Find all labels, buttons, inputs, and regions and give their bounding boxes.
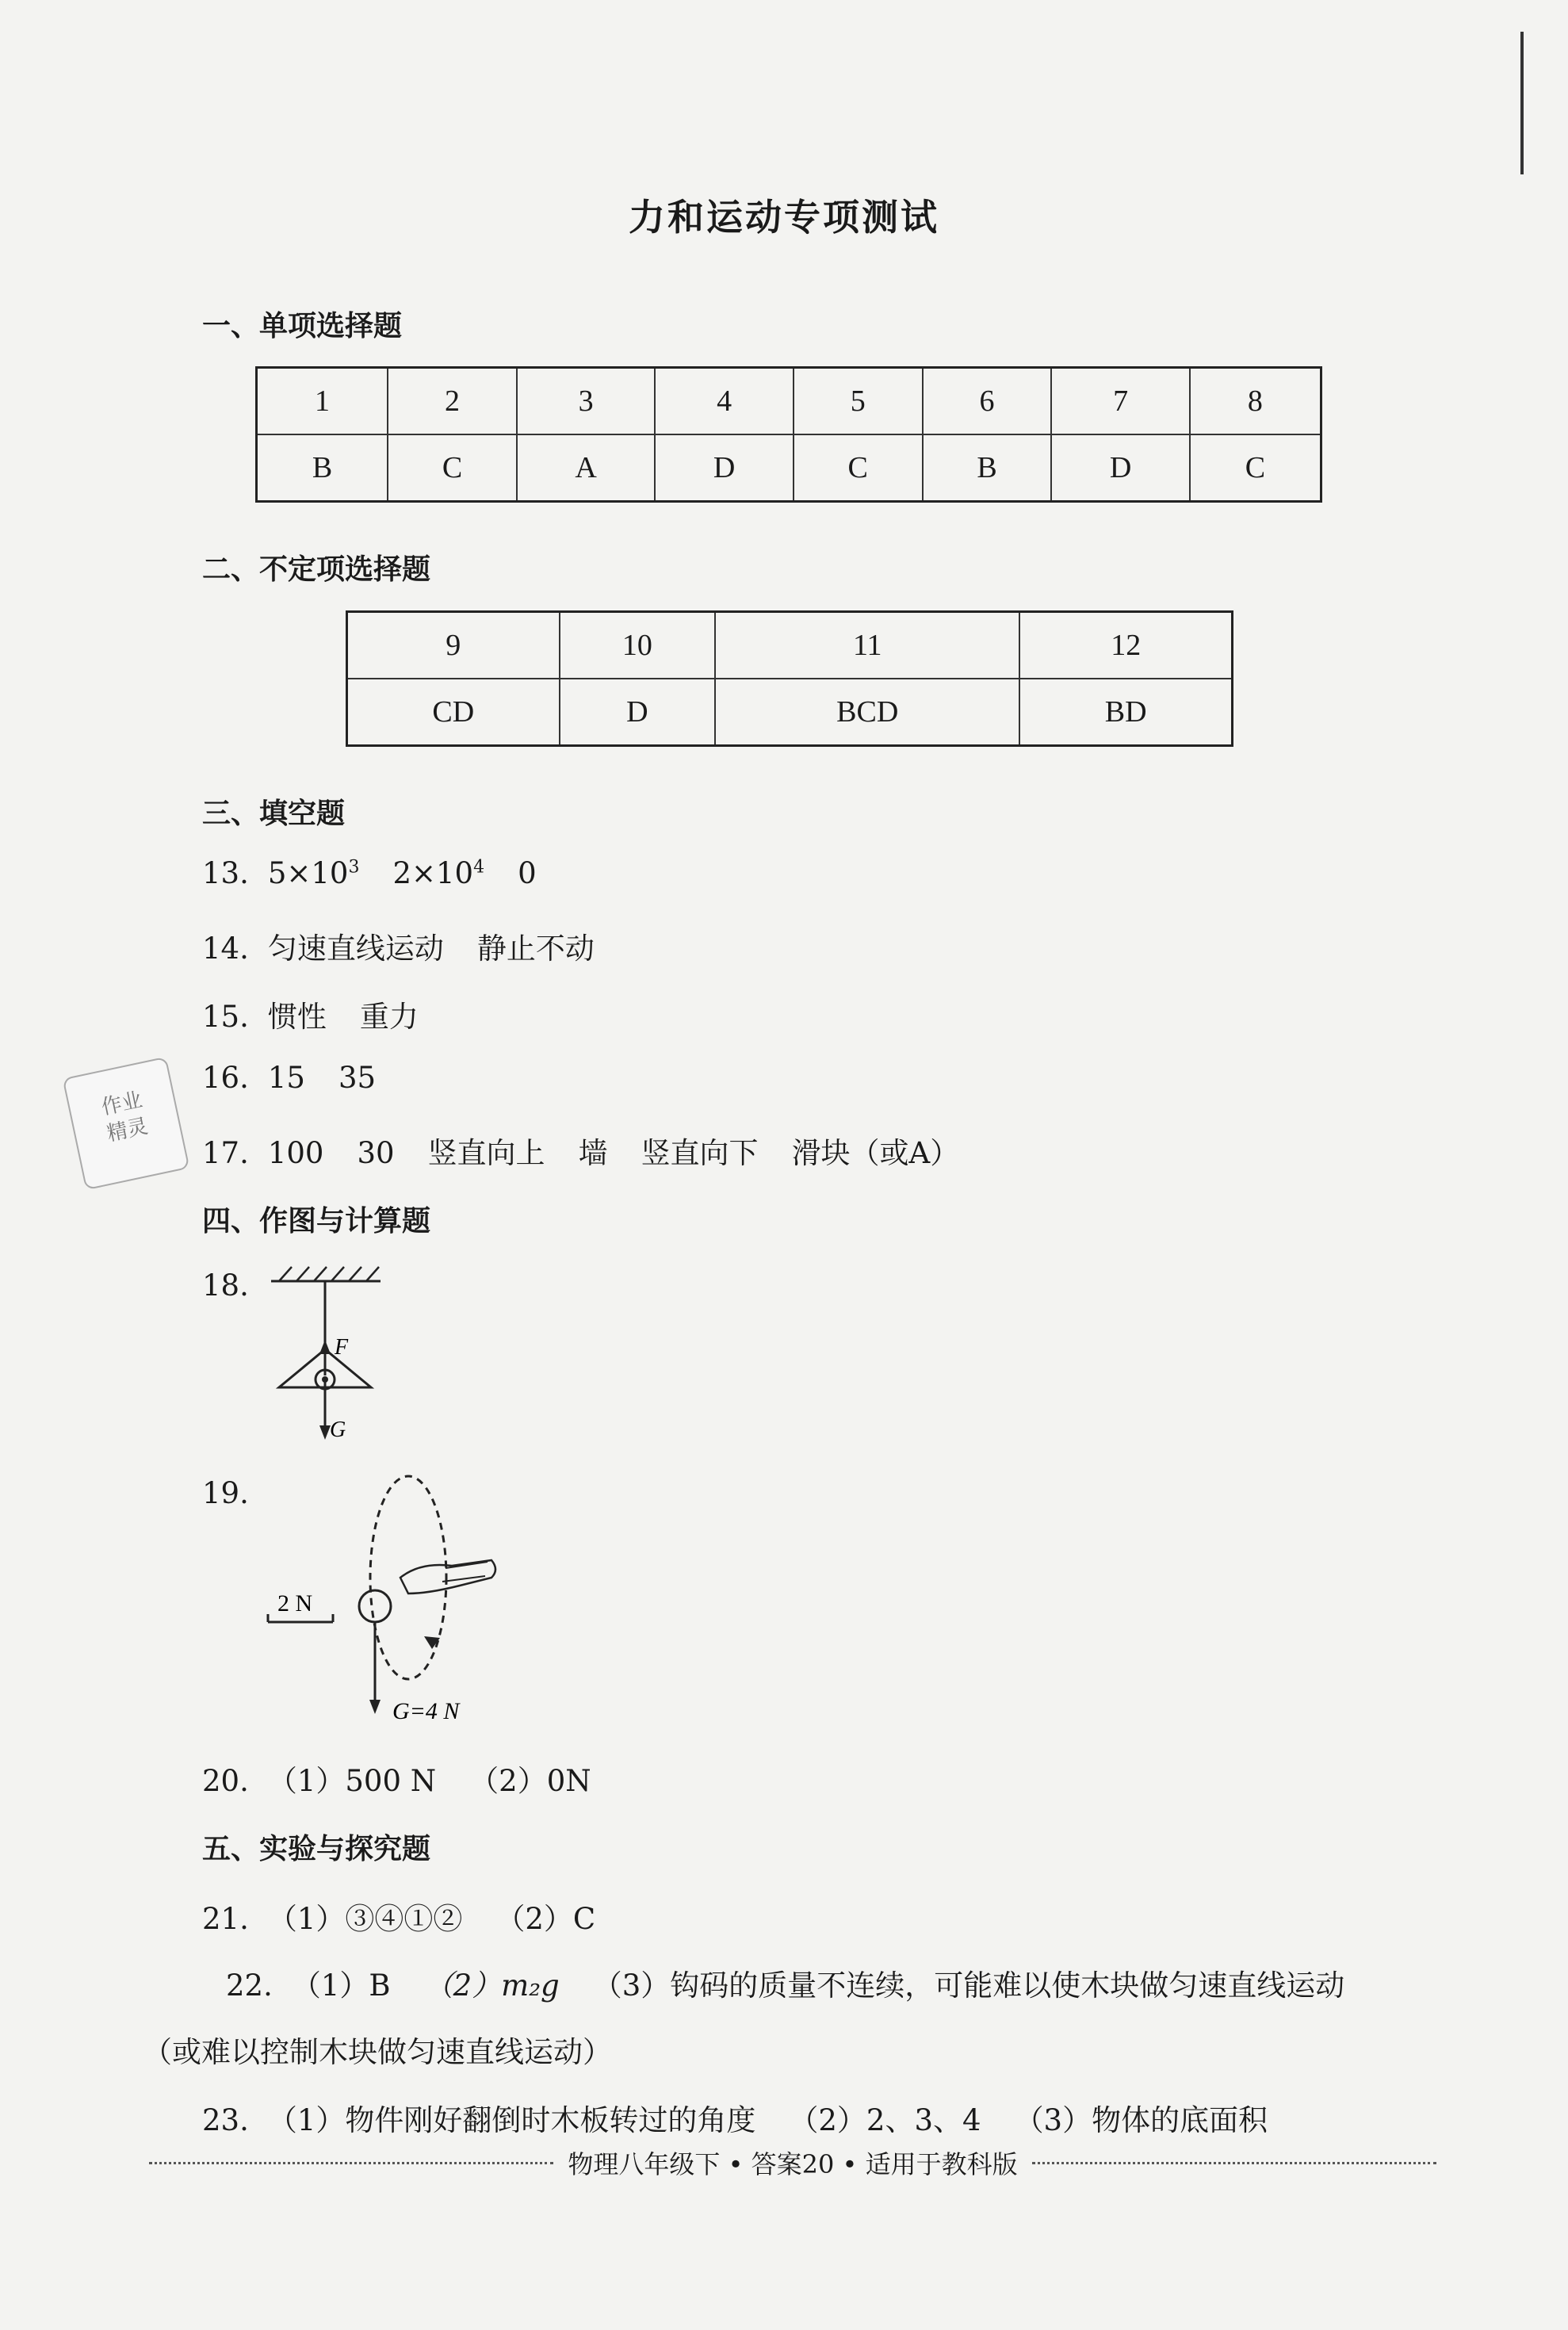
- table-row-numbers: [257, 368, 1321, 435]
- table-cell: 11: [715, 612, 1019, 679]
- table-cell: C: [388, 434, 517, 502]
- question-number: 20.: [202, 1764, 249, 1798]
- table-row-numbers: [347, 612, 1233, 679]
- answer-table-single-choice: [255, 366, 1322, 503]
- answer-value: 15: [267, 1061, 305, 1095]
- question-number: 13.: [202, 856, 249, 890]
- section-heading-drawing-calc: 四、作图与计算题: [202, 1205, 431, 1238]
- table-row-answers: [257, 434, 1321, 502]
- answer-value: 静止不动: [476, 932, 595, 966]
- answer-line-22: [226, 1961, 1378, 2004]
- answer-line-23: [202, 2096, 1301, 2139]
- question-number-18: 18.: [202, 1268, 249, 1303]
- section-heading-multi-choice: 二、不定项选择题: [202, 553, 431, 586]
- footer-divider-left: [149, 2162, 553, 2164]
- answer-value: （1）物件刚好翻倒时木板转过的角度: [267, 2103, 756, 2137]
- table-cell: 9: [347, 612, 560, 679]
- footer-text: 物理八年级下 • 答案20 • 适用于教科版: [568, 2149, 1018, 2179]
- question-number-19: 19.: [202, 1476, 249, 1510]
- force-label-f: F: [335, 1335, 349, 1360]
- question-number: 21.: [202, 1902, 249, 1936]
- answer-value: 匀速直线运动: [267, 932, 444, 966]
- answer-value: 30: [357, 1136, 395, 1170]
- answer-value: 重力: [359, 1000, 419, 1034]
- table-cell: BCD: [715, 679, 1019, 746]
- answer-value: （2）2、3、4: [789, 2103, 981, 2137]
- answer-line-14: [202, 924, 628, 967]
- answer-value: 竖直向上: [427, 1136, 545, 1170]
- answer-value: （2）C: [495, 1902, 596, 1936]
- table-cell: 2: [388, 368, 517, 435]
- page-footer: [135, 2144, 1451, 2181]
- answer-table-multi-choice: [346, 610, 1233, 747]
- table-cell: C: [1190, 434, 1321, 502]
- stamp-logo: 作业精灵: [62, 1057, 189, 1191]
- answer-value: （2）m₂g: [423, 1968, 560, 2003]
- answer-line-15: [202, 993, 452, 1035]
- answer-value: 0: [518, 856, 537, 890]
- table-cell: D: [1051, 434, 1189, 502]
- table-cell: BD: [1019, 679, 1232, 746]
- answer-value: 惯性: [267, 1000, 327, 1034]
- page-title: 力和运动专项测试: [629, 196, 939, 239]
- answer-value: 墙: [578, 1136, 608, 1170]
- answer-value: （3）物体的底面积: [1014, 2103, 1268, 2137]
- footer-divider-right: [1032, 2162, 1436, 2164]
- question-number: 14.: [202, 932, 249, 966]
- table-cell: A: [517, 434, 655, 502]
- table-cell: 7: [1051, 368, 1189, 435]
- table-cell: 4: [655, 368, 793, 435]
- answer-value: 100: [267, 1136, 324, 1170]
- answer-value: $5\times 10^3$: [267, 856, 360, 890]
- answer-line-17: [202, 1129, 992, 1172]
- force-diagram-19: [262, 1467, 515, 1728]
- answer-value: （1）③④①②: [267, 1902, 463, 1936]
- gravity-label: G=4 N: [392, 1698, 460, 1724]
- table-cell: 3: [517, 368, 655, 435]
- question-number: 23.: [202, 2103, 249, 2137]
- answer-value: （1）500 N: [267, 1764, 437, 1798]
- answer-value: $2\times 10^4$: [392, 856, 485, 890]
- answer-value: （3）钩码的质量不连续，可能难以使木块做匀速直线运动: [592, 1968, 1345, 2003]
- answer-line-13: [202, 856, 570, 890]
- scale-label: 2 N: [277, 1590, 313, 1616]
- table-cell: 6: [923, 368, 1052, 435]
- table-cell: CD: [347, 679, 560, 746]
- answer-value: （1）B: [291, 1968, 391, 2003]
- section-heading-experiment: 五、实验与探究题: [202, 1833, 431, 1865]
- table-cell: 8: [1190, 368, 1321, 435]
- answer-line-20: [202, 1757, 625, 1800]
- force-diagram-18: [262, 1261, 396, 1451]
- table-cell: 12: [1019, 612, 1232, 679]
- answer-value: 35: [338, 1061, 377, 1095]
- scan-edge-mark: [1520, 32, 1524, 174]
- answer-line-21: [202, 1895, 629, 1938]
- table-cell: B: [257, 434, 388, 502]
- answer-value: （2）0N: [469, 1764, 591, 1798]
- answer-value: 竖直向下: [641, 1136, 759, 1170]
- answer-line-16: [202, 1061, 409, 1095]
- force-label-g: G: [330, 1418, 346, 1442]
- question-number: 16.: [202, 1061, 249, 1095]
- question-number: 15.: [202, 1000, 249, 1034]
- answer-value: 滑块（或A）: [791, 1136, 960, 1170]
- table-cell: C: [794, 434, 923, 502]
- table-cell: B: [923, 434, 1052, 502]
- table-cell: D: [560, 679, 716, 746]
- question-number: 22.: [226, 1968, 273, 2003]
- table-cell: 5: [794, 368, 923, 435]
- answer-line-22-cont: （或难以控制木块做匀速直线运动）: [143, 2035, 612, 2069]
- section-heading-single-choice: 一、单项选择题: [202, 310, 403, 342]
- section-heading-fill-blank: 三、填空题: [202, 798, 346, 830]
- table-cell: 1: [257, 368, 388, 435]
- table-row-answers: [347, 679, 1233, 746]
- table-cell: 10: [560, 612, 716, 679]
- table-cell: D: [655, 434, 793, 502]
- question-number: 17.: [202, 1136, 249, 1170]
